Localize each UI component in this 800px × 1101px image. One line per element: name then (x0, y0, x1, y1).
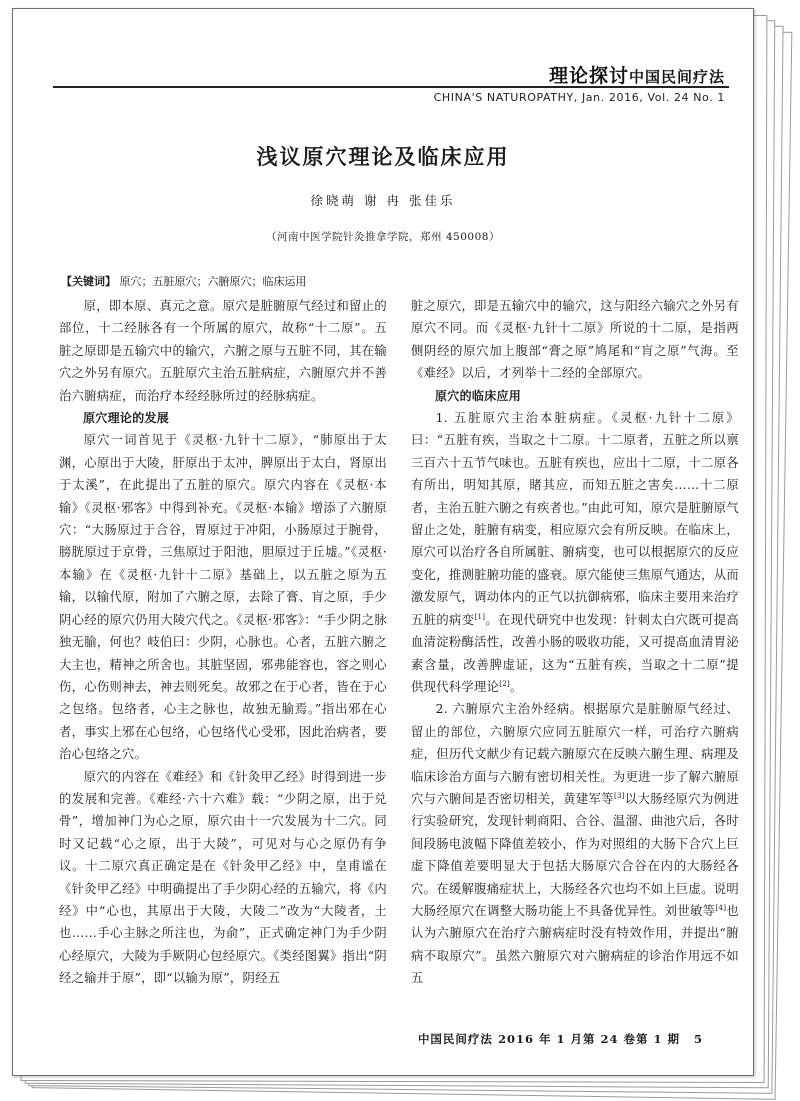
header-rule (53, 86, 729, 88)
paragraph (411, 407, 739, 698)
keywords-label: 【关键词】 (61, 275, 116, 288)
section-heading: 原穴的临床应用 (435, 388, 522, 403)
right-column (411, 295, 739, 990)
article-affiliation: （河南中医学院针灸推拿学院，郑州 450008） (266, 231, 500, 243)
paragraph (411, 698, 739, 989)
citation-ref[interactable]: [4] (715, 903, 727, 912)
section-heading: 原穴理论的发展 (83, 411, 170, 426)
paragraph-text: 1. 五脏原穴主治本脏病症。《灵枢·九针十二原》曰：“五脏有疾，当取之十二原。十二原者，五脏之所以禀三百六十五节气味也。五脏有疾也，应出十二原，十二原各有所出，明知其原，睹其应，而知五脏之害矣……十二原者，主治五脏六腑之有疾者也。”由此可知，原穴是脏腑原气留止之处，脏腑有病变，相应原穴会有所反映。在临床上，原穴可以治疗各自所属脏、腑病变，也可以根据原穴的反应变化，推测脏腑功能的盛衰。原穴能使三焦原气通达，从而激发原气，调动体内的正气以抗御病邪，临床主要用来治疗五脏的病变 (411, 411, 739, 627)
citation-ref[interactable]: [3] (613, 791, 625, 800)
keywords-text: 原穴；五脏原穴；六腑原穴；临床运用 (119, 275, 307, 288)
footer-citation: 中国民间疗法 2016 年 1 月第 24 卷第 1 期 (417, 1032, 680, 1046)
paragraph: 原穴的内容在《难经》和《针灸甲乙经》时得到进一步的发展和完善。《难经·六十六难》载：“少阴之原，出于兑骨”，增加神门为心之原，原穴由十一穴发展为十二穴。同时又记载“心之原，出于大陵”，可见对与心之原仍有争议。十二原穴真正确定是在《针灸甲乙经》中，皇甫谧在《针灸甲乙经》中明确提出了手少阴心经的五输穴，将《内经》中“心也，其原出于大陵，大陵二”改为“大陵者，土也……手心主脉之所注也，为俞”，正式确定神门为手少阴心经原穴，大陵为手厥阴心包经原穴。《类经图翼》指出“阴经之输并于原”，即“以输为原”，阴经五 (59, 769, 387, 986)
paragraph-text: 。在现代研究中也发现：针刺太白穴既可提高血清淀粉酶活性，改善小肠的吸收功能，又可提高血清胃泌素含量，改善脾虚证，这为“五脏有疾，当取之十二原”提供现代科学理论 (411, 612, 739, 694)
journal-name-cn: 中国民间疗法 (628, 68, 725, 86)
page-number: 5 (693, 1032, 703, 1046)
paragraph-text: 2. 六腑原穴主治外经病。根据原穴是脏腑原气经过、留止的部位，六腑原穴应同五脏原穴一样，可治疗六腑病症，但历代文献少有记载六腑原穴在反映六腑生理、病理及临床诊治方面与六腑有密切相关性。为更进一步了解六腑原穴与六腑间是否密切相关，黄建军等 (411, 702, 739, 806)
keywords-line (61, 273, 307, 289)
paragraph: 脏之原穴，即是五输穴中的输穴，这与阳经六输穴之外另有原穴不同。而《灵枢·九针十二原》所说的十二原，是指两侧阴经的原穴加上腹部“膏之原”鸠尾和“肓之原”气海。至《难经》以后，才列举十二经的全部原穴。 (411, 299, 739, 381)
journal-citation: CHINA'S NATUROPATHY, Jan. 2016, Vol. 24 No. 1 (433, 91, 725, 104)
paragraph-text: 也认为六腑原穴在治疗六腑病症时没有特效作用，并提出“腑病不取原穴”。虽然六腑原穴对六腑病症的诊治作用远不如五 (411, 903, 739, 986)
journal-page (12, 8, 754, 1076)
paragraph-text: 以大肠经原穴为例进行实验研究，发现针刺商阳、合谷、温溜、曲池穴后，各时间段肠电波幅下降值差较小，作为对照组的大肠下合穴上巨虚下降值差要明显大于包括大肠原穴合谷在内的大肠经各穴。在缓解腹痛症状上，大肠经各穴也均不如上巨虚。说明大肠经原穴在调整大肠功能上不具备优异性。刘世敏等 (411, 791, 739, 918)
article-title: 浅议原穴理论及临床应用 (256, 145, 510, 169)
article-authors: 徐晓萌 谢 冉 张佳乐 (310, 193, 456, 208)
paragraph-text: 。 (510, 679, 523, 694)
section-title: 理论探讨 (548, 65, 629, 87)
paragraph: 原穴一词首见于《灵枢·九针十二原》，“肺原出于太渊，心原出于大陵，肝原出于太冲，脾原出于太白，肾原出于太溪”，在此提出了五脏的原穴。原穴内容在《灵枢·本输》《灵枢·邪客》中得到补充。《灵枢·本输》增添了六腑原穴：“大肠原过于合谷，胃原过于冲阳，小肠原过于腕骨，膀胱原过于京骨，三焦原过于阳池，胆原过于丘墟。”《灵枢·本输》在《灵枢·九针十二原》基础上，以五脏之原为五输，以输代原，附加了六腑之原，去除了膏、肓之原，手少阴心经的原穴仍用大陵穴代之。《灵枢·邪客》：“手少阴之脉独无腧，何也？岐伯曰：少阴，心脉也。心者，五脏六腑之大主也，精神之所舍也。其脏坚固，邪弗能容也，容之则心伤，心伤则神去，神去则死矣。故邪之在于心者，皆在于心之包络。包络者，心主之脉也，故独无腧焉。”指出邪在心者，事实上邪在心包络，心包络代心受邪，因此治病者，要治心包络之穴。 (59, 433, 387, 762)
citation-ref[interactable]: [1] (474, 612, 486, 621)
citation-ref[interactable]: [2] (499, 679, 511, 688)
page-footer (418, 1031, 703, 1047)
paragraph: 原，即本原、真元之意。原穴是脏腑原气经过和留止的部位，十二经脉各有一个所属的原穴，故称“十二原”。五脏之原即是五输穴中的输穴，六腑之原与五脏不同，其在输穴之外另有原穴。五脏原穴主治五脏病症，六腑原穴并不善治六腑病症，而治疗本经经脉所过的经脉病症。 (59, 299, 387, 403)
left-column (59, 295, 387, 990)
section-header (549, 61, 725, 88)
